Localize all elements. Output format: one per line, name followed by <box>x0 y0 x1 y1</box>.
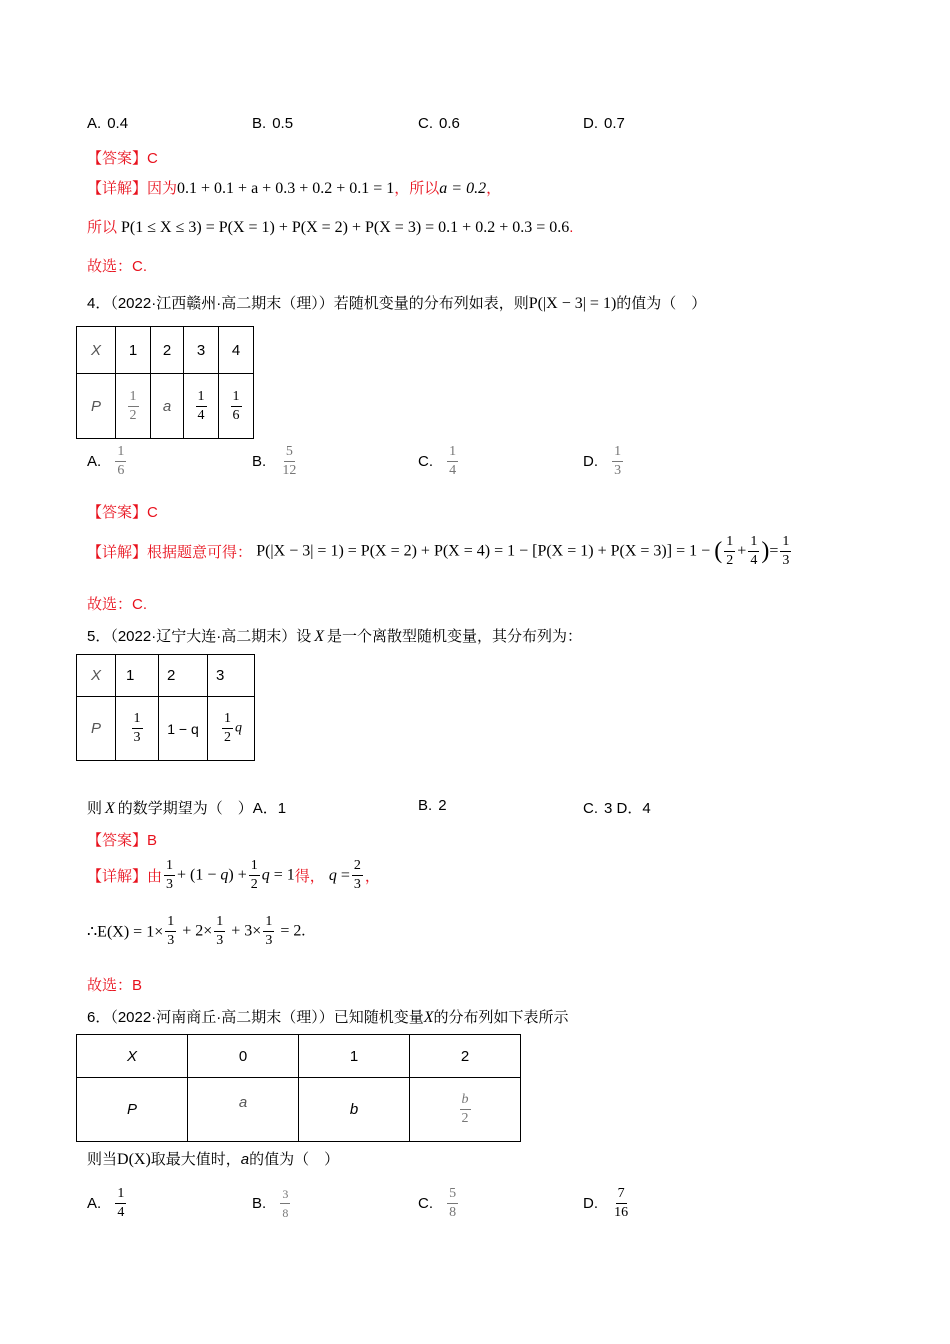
q5-x-1: 1 <box>116 655 159 697</box>
q5-row-x-label: X <box>77 655 116 697</box>
q6-stem: 6．（2022·河南商丘·高二期末（理））已知随机变量X的分布列如下表所示 <box>87 1009 569 1026</box>
q4-conclusion: 故选：C. <box>87 596 148 613</box>
q4-row-x-label: X <box>77 327 116 374</box>
q4-stem: 4．（2022·江西赣州·高二期末（理））若随机变量的分布列如表，则P(|X − 3| = 1)的值为（ ） <box>87 295 707 312</box>
q6-x-2: 2 <box>410 1035 521 1078</box>
q4-detail: 【详解】根据题意可得： P(|X − 3| = 1) = P(X = 2) + P(X = 4) = 1 − [P(X = 1) + P(X = 3)] = 1 − ( $\frac{1}{2}$ + $\frac{1}{4}$ )= $\frac{1}{3}$ <box>87 534 790 568</box>
q6-x-1: 1 <box>299 1035 410 1078</box>
q5-x-2: 2 <box>159 655 208 697</box>
q6-x-0: 0 <box>188 1035 299 1078</box>
q4-p-3: $\frac{1}{4}$ <box>184 374 219 439</box>
q5-p-1: $\frac{1}{3}$ <box>116 697 159 761</box>
q4-p-2: a <box>151 374 184 439</box>
q5-p-2: 1 − q <box>159 697 208 761</box>
q6-option-a: A. $\frac{1}{4}$ <box>87 1186 125 1220</box>
q4-x-4: 4 <box>219 327 254 374</box>
q4-p-1: $\frac{1}{2}$ <box>116 374 151 439</box>
q4-distribution-table <box>76 326 254 439</box>
q4-option-a: A. $\frac{1}{6}$ <box>87 444 125 478</box>
q5-x-3: 3 <box>208 655 255 697</box>
q5-answer: 【答案】B <box>87 832 158 849</box>
q3-detail-line2: 所以 P(1 ≤ X ≤ 3) = P(X = 1) + P(X = 2) + P(X = 3) = 0.1 + 0.2 + 0.3 = 0.6. <box>87 219 574 236</box>
q4-p-4: $\frac{1}{6}$ <box>219 374 254 439</box>
q3-detail: 【详解】因为0.1 + 0.1 + a + 0.3 + 0.2 + 0.1 = 1，所以a = 0.2， <box>87 180 502 197</box>
q5-row-p-label: P <box>77 697 116 761</box>
q4-answer: 【答案】C <box>87 504 158 521</box>
q6-distribution-table <box>76 1034 521 1142</box>
q4-row-p-label: P <box>77 374 116 439</box>
q3-conclusion: 故选：C. <box>87 258 148 275</box>
q3-option-b: B. 0.5 <box>252 115 294 132</box>
q6-p-1: b <box>299 1078 410 1142</box>
q6-row-p-label: P <box>77 1078 188 1142</box>
q4-option-b: B. $\frac{5}{12}$ <box>252 444 297 478</box>
q6-row-x-label: X <box>77 1035 188 1078</box>
q6-option-b: B. $\frac{3}{8}$ <box>252 1187 289 1220</box>
q5-distribution-table <box>76 654 255 761</box>
q5-detail: 【详解】由 $\frac{1}{3}$ + (1 − q) + $\frac{1}{2}$ q = 1得， q = $\frac{2}{3}$ ， <box>87 858 380 892</box>
q4-x-1: 1 <box>116 327 151 374</box>
q5-option-c-d: C. 3 D．4 <box>583 800 651 817</box>
q6-question: 则当D(X)取最大值时，a的值为（ ） <box>87 1151 340 1168</box>
q6-p-2: $\frac{b}{2}$ <box>410 1078 521 1142</box>
q4-x-3: 3 <box>184 327 219 374</box>
q5-option-b: B. 2 <box>418 797 447 814</box>
q3-option-c: C. 0.6 <box>418 115 460 132</box>
q6-option-c: C. $\frac{5}{8}$ <box>418 1186 457 1220</box>
q4-option-d: D. $\frac{1}{3}$ <box>583 444 622 478</box>
q5-stem: 5．（2022·辽宁大连·高二期末）设 X 是一个离散型随机变量，其分布列为： <box>87 628 582 645</box>
q5-conclusion: 故选：B <box>87 977 143 994</box>
q4-x-2: 2 <box>151 327 184 374</box>
q6-option-d: D. $\frac{7}{16}$ <box>583 1186 629 1220</box>
q3-answer: 【答案】C <box>87 150 158 167</box>
q5-question: 则 X 的数学期望为（ ）A．1 <box>87 800 287 817</box>
q4-option-c: C. $\frac{1}{4}$ <box>418 444 457 478</box>
q6-p-0: a <box>188 1078 299 1142</box>
q3-option-a: A. 0.4 <box>87 115 129 132</box>
q5-detail-line2: ∴E(X) = 1× $\frac{1}{3}$ + 2× $\frac{1}{3}$ + 3× $\frac{1}{3}$ = 2. <box>87 914 306 948</box>
q3-option-d: D. 0.7 <box>583 115 625 132</box>
q5-p-3: $\frac{1}{2}$ q <box>208 697 255 761</box>
